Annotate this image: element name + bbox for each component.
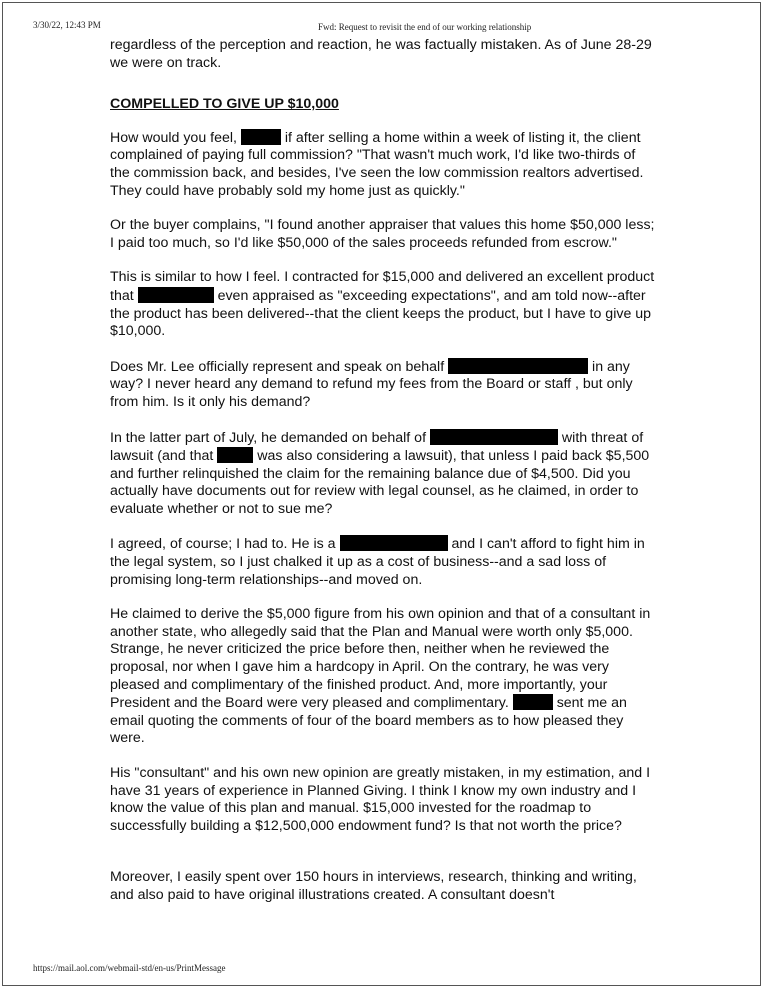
paragraph-9: Moreover, I easily spent over 150 hours in interviews, research, thinking and writing, and also paid to have original illustrations created. A consultant doesn't	[110, 869, 637, 903]
paragraph-3	[110, 269, 658, 340]
paragraph-6	[110, 535, 658, 589]
paragraph-6-text-a: I agreed, of course; I had to. He is a	[110, 536, 336, 553]
redaction-box	[513, 694, 553, 710]
redaction-box	[241, 129, 281, 145]
paragraph-2: Or the buyer complains, "I found another appraiser that values this home $50,000 less; I paid too much, so I'd like $50,000 of the sales proceeds refunded from escrow."	[110, 217, 655, 251]
redaction-box	[430, 429, 558, 445]
paragraph-4-text-a: Does Mr. Lee officially represent and speak on behalf	[110, 358, 445, 375]
paragraph-7	[110, 606, 658, 748]
redaction-box	[448, 358, 588, 374]
letter-body	[110, 37, 658, 922]
print-datetime: 3/30/22, 12:43 PM	[33, 20, 101, 30]
section-heading: COMPELLED TO GIVE UP $10,000	[110, 96, 339, 113]
redaction-box	[340, 535, 448, 551]
paragraph-5	[110, 429, 658, 519]
paragraph-1	[110, 129, 658, 200]
paragraph-7-text-a: He claimed to derive the $5,000 figure from his own opinion and that of a consultant in another state, who allegedly said that the Plan and Manual were worth only $5,000. Strange, he never criticized the price before then, neither when he reviewed the proposal, nor when I gave him a hardcopy in April. On the contrary, he was very pleased and complimentary of the finished product. And, more importantly, your President and the Board were very pleased and complimentary.	[110, 606, 651, 712]
paragraph-5-text-c: was also considering a lawsuit), that unless I paid back $5,500 and further relinquished the claim for the remaining balance due of $4,500. Did you actually have documents out for review with legal counsel, as he claimed, in order to evaluate whether or not to sue me?	[110, 448, 650, 517]
print-subject: Fwd: Request to revisit the end of our working relationship	[318, 22, 532, 32]
redaction-box	[138, 287, 214, 303]
paragraph-1-text-a: How would you feel,	[110, 129, 237, 146]
print-footer-url: https://mail.aol.com/webmail-std/en-us/PrintMessage	[33, 963, 226, 973]
intro-paragraph: regardless of the perception and reaction, he was factually mistaken. As of June 28-29 we were on track.	[110, 37, 652, 71]
redaction-box	[217, 447, 253, 463]
paragraph-1-text-b: if after selling a home within a week of listing it, the client complained of paying full commission? "That wasn't much work, I'd like two-thirds of the commission back, and besides, I've seen the low commission realtors advertised. They could have probably sold my home just as quickly."	[110, 129, 644, 199]
paragraph-3-text-b: even appraised as "exceeding expectations", and am told now--after the product has been delivered--that the client keeps the product, but I have to give up $10,000.	[110, 287, 652, 340]
paragraph-7-text-b: sent me an email quoting the comments of four of the board members as to how pleased they were.	[110, 695, 627, 747]
paragraph-5-text-a: In the latter part of July, he demanded on behalf of	[110, 429, 427, 446]
paragraph-8: His "consultant" and his own new opinion are greatly mistaken, in my estimation, and I have 31 years of experience in Planned Giving. I think I know my own industry and I know the value of this plan and manual. $15,000 invested for the roadmap to successfully building a $12,500,000 endowment fund? Is that not worth the price?	[110, 765, 651, 834]
paragraph-3-text-a: This is similar to how I feel. I contracted for $15,000 and delivered an excellent product that	[110, 269, 655, 304]
paragraph-5-text-b: with threat of lawsuit (and that	[110, 429, 644, 465]
paragraph-4	[110, 358, 658, 412]
paragraph-4-text-b: in any way? I never heard any demand to refund my fees from the Board or staff , but only from him. Is it only his demand?	[110, 358, 633, 410]
paragraph-6-text-b: and I can't afford to fight him in the legal system, so I just chalked it up as a cost of business--and a sad loss of promising long-term relationships--and moved on.	[110, 536, 645, 588]
